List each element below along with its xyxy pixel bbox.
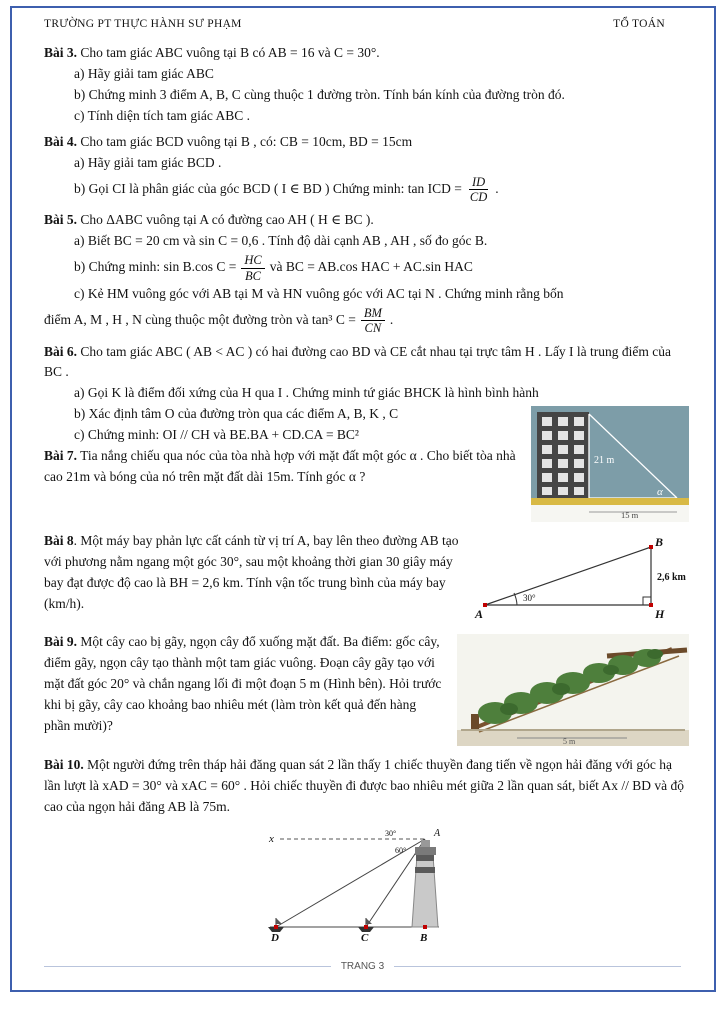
- header-group: TỔ TOÁN: [613, 18, 665, 30]
- problem-3-intro: [44, 43, 689, 64]
- building: [537, 412, 589, 498]
- fallen-tree-figure: [457, 634, 689, 746]
- fraction-numerator: ID: [469, 175, 488, 190]
- airplane-triangle-figure: [471, 533, 689, 623]
- footer-rule-left: [44, 966, 331, 967]
- problem-5: [44, 210, 689, 336]
- problem-4-intro-text: Cho tam giác BCD vuông tại B , có: CB = 10cm, BD = 15cm: [80, 133, 413, 149]
- lighthouse-tower: [412, 840, 438, 927]
- problem-10: [44, 755, 689, 943]
- problem-3-label: Bài 3.: [44, 45, 78, 60]
- problem-9: [44, 632, 689, 750]
- angle-30-label: 30°: [385, 829, 397, 839]
- problem-6-item-c: c) Chứng minh: OI // CH và BE.BA + CD.CA = BC²: [74, 427, 359, 443]
- problem-8: [44, 531, 689, 627]
- lighthouse-figure: [264, 823, 469, 943]
- item-text: b) Chứng minh: sin B.cos C =: [74, 259, 237, 275]
- angle-label: 30°: [523, 593, 536, 604]
- fraction-numerator: BM: [361, 306, 385, 321]
- fraction-bm-cn: [361, 306, 385, 336]
- problem-10-text: [44, 755, 689, 818]
- fraction-denominator: BC: [245, 268, 261, 283]
- problem-3-item-b: b) Chứng minh 3 điểm A, B, C cùng thuộc 1 đường tròn. Tính bán kính của đường tròn đó.: [74, 86, 565, 102]
- point-A-label: A: [475, 607, 484, 622]
- ray-x-label: x: [269, 833, 274, 846]
- problem-6-intro-text: Cho tam giác ABC ( AB < AC ) có hai đường cao BD và CE cắt nhau tại trực tâm H . Lấy I là trung điểm của BC .: [44, 343, 672, 380]
- problem-3-item-c: c) Tính diện tích tam giác ABC .: [74, 107, 250, 123]
- item-text-end: .: [495, 180, 499, 196]
- problem-6-item-a: a) Gọi K là điểm đối xứng của H qua I . Chứng minh tứ giác BHCK là hình bình hành: [74, 385, 539, 401]
- problem-5-item-b: [44, 252, 689, 284]
- problem-5-intro: [44, 210, 689, 231]
- problem-6-label: Bài 6.: [44, 343, 78, 359]
- point-C-label: C: [361, 932, 369, 944]
- problem-7-body: Tia nắng chiếu qua nóc của tòa nhà hợp với mặt đất một góc α . Cho biết tòa nhà cao 21m và bóng của nó trên mặt đất dài 15m. Tính góc α ?: [44, 448, 516, 485]
- problem-6-intro: [44, 342, 689, 384]
- fraction-hc-bc: [241, 253, 264, 283]
- fraction-denominator: CD: [469, 189, 488, 204]
- item-text: b) Gọi CI là phân giác của góc BCD ( I ∈ BD ) Chứng minh: tan ICD =: [74, 180, 462, 196]
- problem-6: [44, 342, 689, 405]
- problem-7-label: Bài 7.: [44, 448, 78, 464]
- point-A-label: A: [434, 828, 441, 840]
- problem-10-label: Bài 10.: [44, 757, 84, 773]
- problem-5-label: Bài 5.: [44, 212, 78, 228]
- distance-label: 5 m: [563, 737, 576, 747]
- problem-8-body: . Một máy bay phản lực cất cánh từ vị trí A, bay lên theo đường AB tạo với phương nằm ngang một góc 30°, sau một khoảng thời gian 30 giây máy bay đạt được độ cao là BH = 2,6 km. Tính vận tốc trung bình của máy bay (km/h).: [44, 533, 459, 612]
- problem-9-body: Một cây cao bị gãy, ngọn cây đổ xuống mặt đất. Ba điểm: gốc cây, điểm gãy, ngọn cây tạo thành một tam giác vuông. Đoạn cây gãy tạo với mặt đất góc 20° và chắn ngang lối đi một đoạn 5 m (Hình bên). Hỏi trước khi bị gãy, cây cao khoảng bao nhiêu mét (làm tròn kết quả đến hàng phần mười)?: [44, 634, 442, 733]
- problem-4-intro: [44, 132, 689, 153]
- ground-strip: [531, 498, 689, 505]
- problem-3: [44, 43, 689, 127]
- problem-4-label: Bài 4.: [44, 133, 78, 149]
- point-B-label: B: [655, 535, 664, 550]
- problem-10-body: Một người đứng trên tháp hải đăng quan sát 2 lần thấy 1 chiếc thuyền đang tiến về ngọn hải đăng với góc hạ lần lượt là xAD = 30° và xAC = 60° . Hỏi chiếc thuyền đi được bao nhiêu mét giữa 2 lần quan sát, biết Ax // BD và độ cao của ngọn hải đăng AB là 75m.: [44, 757, 685, 815]
- item-text: điểm A, M , H , N cùng thuộc một đường tròn và tan³ C =: [44, 311, 356, 327]
- item-text-end: .: [389, 311, 394, 327]
- problem-8-label: Bài 8: [44, 533, 74, 549]
- problem-5-item-c-line2: [44, 305, 689, 337]
- point-D-label: D: [271, 932, 279, 944]
- page-header: [44, 18, 689, 30]
- angle-60-label: 60°: [395, 846, 407, 856]
- page-number: TRANG 3: [340, 961, 385, 972]
- problem-5-item-a: a) Biết BC = 20 cm và sin C = 0,6 . Tính độ dài cạnh AB , AH , số đo góc B.: [74, 233, 488, 249]
- fraction-numerator: HC: [241, 253, 264, 268]
- building-shadow-figure: [531, 406, 689, 522]
- page-footer: [44, 961, 681, 972]
- fraction-denominator: CN: [364, 321, 382, 336]
- point-H-label: H: [655, 607, 665, 622]
- triangle-edges: [485, 547, 651, 605]
- caption-strip: [531, 505, 689, 522]
- fraction-id-cd: [467, 175, 490, 205]
- alpha-label: α: [657, 486, 663, 499]
- footer-rule-right: [394, 966, 681, 967]
- item-text-end: và BC = AB.cos HAC + AC.sin HAC: [269, 259, 473, 275]
- problem-4: [44, 132, 689, 206]
- problem-6-item-b: b) Xác định tâm O của đường tròn qua các điểm A, B, K , C: [74, 406, 399, 422]
- height-label: 21 m: [594, 455, 615, 467]
- problem-3-intro-text: Cho tam giác ABC vuông tại B có AB = 16 và C = 30°.: [80, 45, 380, 60]
- shadow-label: 15 m: [621, 510, 639, 521]
- altitude-label: 2,6 km: [657, 572, 686, 584]
- problem-5-intro-text: Cho ΔABC vuông tại A có đường cao AH ( H ∈ BC ).: [80, 212, 374, 228]
- point-B-label: B: [420, 932, 428, 944]
- problem-4-item-a: a) Hãy giải tam giác BCD .: [74, 154, 222, 170]
- problem-9-label: Bài 9.: [44, 634, 78, 650]
- problem-5-item-c-line1: c) Kẻ HM vuông góc với AB tại M và HN vuông góc với AC tại N . Chứng minh rằng bốn: [74, 285, 564, 301]
- problem-6-7-block: [44, 404, 689, 526]
- problem-3-item-a: a) Hãy giải tam giác ABC: [74, 65, 214, 81]
- problem-4-item-b: [44, 174, 689, 206]
- header-school: TRƯỜNG PT THỰC HÀNH SƯ PHẠM: [44, 18, 242, 30]
